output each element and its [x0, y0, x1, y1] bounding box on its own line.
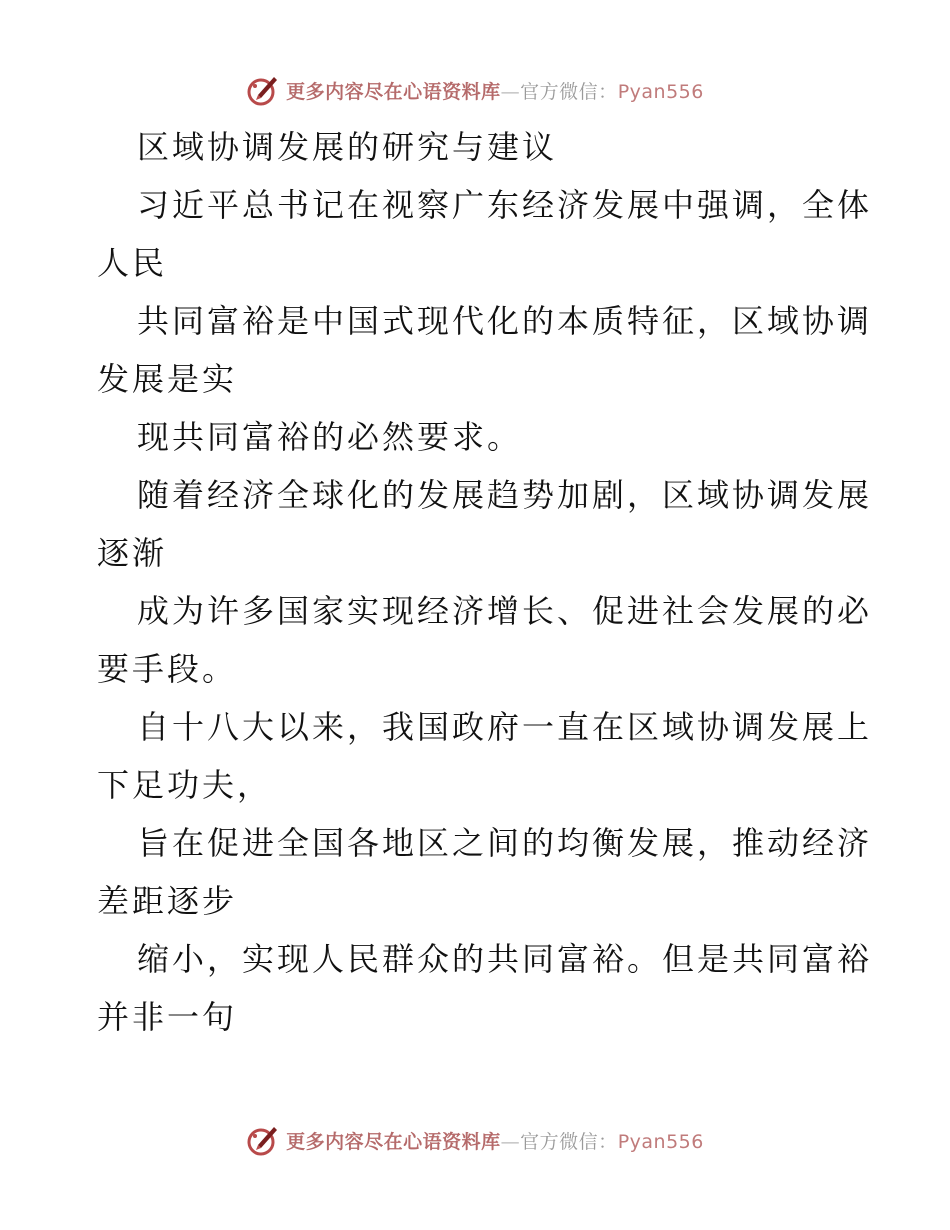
watermark-separator: —	[500, 1130, 521, 1153]
document-body	[97, 118, 873, 1046]
text-line: 发展是实	[97, 360, 238, 398]
header-watermark	[0, 70, 950, 110]
text-line: 缩小，实现人民群众的共同富裕。但是共同富裕	[137, 940, 873, 978]
text-line: 差距逐步	[97, 882, 238, 920]
pen-logo-icon	[246, 73, 280, 107]
watermark-group	[246, 73, 704, 107]
text-line: 下足功夫，	[97, 766, 273, 804]
watermark-wechat-id: Pyan556	[617, 1130, 704, 1153]
watermark-group	[246, 1123, 704, 1157]
text-line: 现共同富裕的必然要求。	[137, 418, 523, 456]
watermark-site-text: 更多内容尽在心语资料库	[286, 1130, 501, 1153]
watermark-contact-label: 官方微信：	[520, 80, 618, 103]
watermark-wechat-id: Pyan556	[617, 80, 704, 103]
text-line: 习近平总书记在视察广东经济发展中强调，全体	[137, 186, 873, 224]
text-line: 要手段。	[97, 650, 238, 688]
watermark-text	[286, 77, 704, 104]
watermark-text	[286, 1127, 704, 1154]
pen-logo-icon	[246, 1123, 280, 1157]
text-line: 人民	[97, 244, 168, 282]
watermark-site-text: 更多内容尽在心语资料库	[286, 80, 501, 103]
text-line: 共同富裕是中国式现代化的本质特征，区域协调	[137, 302, 873, 340]
footer-watermark	[0, 1120, 950, 1160]
watermark-separator: —	[500, 80, 521, 103]
text-line: 成为许多国家实现经济增长、促进社会发展的必	[137, 592, 873, 630]
text-line: 区域协调发展的研究与建议	[137, 128, 558, 166]
text-line: 随着经济全球化的发展趋势加剧，区域协调发展	[137, 476, 873, 514]
watermark-contact-label: 官方微信：	[520, 1130, 618, 1153]
text-line: 旨在促进全国各地区之间的均衡发展，推动经济	[137, 824, 873, 862]
text-line: 自十八大以来，我国政府一直在区域协调发展上	[137, 708, 873, 746]
text-line: 逐渐	[97, 534, 168, 572]
text-line: 并非一句	[97, 998, 238, 1036]
